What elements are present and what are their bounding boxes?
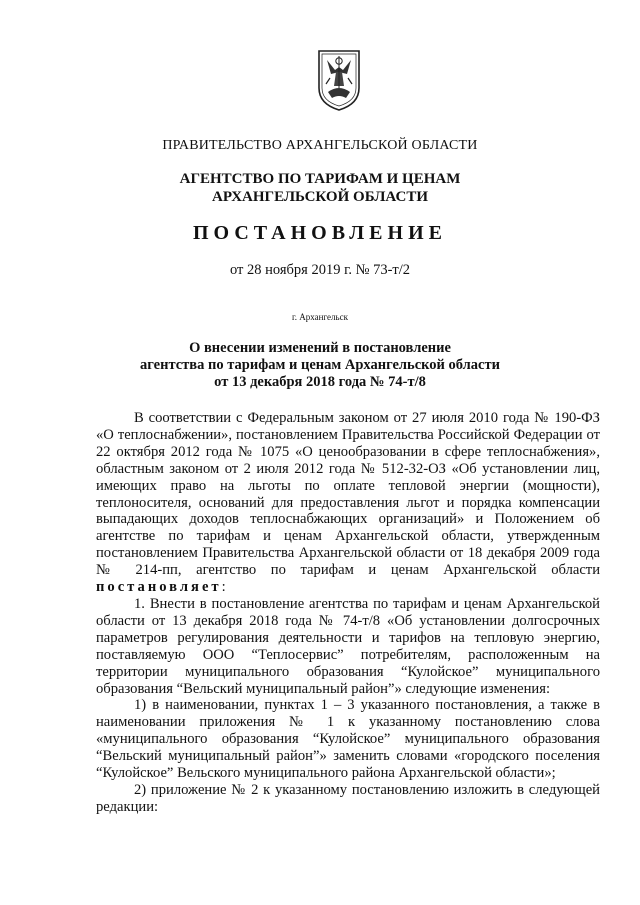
subitem-1-paragraph: 1) в наименовании, пунктах 1 – 3 указанного постановления, а также в наименовании приложения № 1 к указанному постановлению слова «муниципального образования “Кулойское” муниципального образования “Вельский муниципальный район”» заменить словами «городского поселения “Кулойское” Вельского муниципального района Архангельской области»; — [96, 697, 600, 782]
subject-line3: от 13 декабря 2018 года № 74-т/8 — [214, 374, 426, 390]
resolves-keyword: постановляет — [96, 579, 222, 596]
document-city: г. Архангельск — [292, 312, 348, 322]
subitem-2-paragraph: 2) приложение № 2 к указанному постановлению изложить в следующей редакции: — [96, 781, 600, 815]
agency-name-line2: АРХАНГЕЛЬСКОЙ ОБЛАСТИ — [212, 189, 428, 205]
coat-of-arms-icon — [316, 48, 362, 112]
preamble-paragraph — [96, 410, 600, 596]
subject-line2: агентства по тарифам и ценам Архангельской области — [140, 357, 500, 373]
subject-line1: О внесении изменений в постановление — [189, 340, 451, 356]
agency-name — [0, 170, 640, 206]
preamble-end: : — [221, 579, 226, 596]
document-date-number: от 28 ноября 2019 г. № 73-т/2 — [229, 262, 411, 278]
agency-name-line1: АГЕНТСТВО ПО ТАРИФАМ И ЦЕНАМ — [179, 171, 461, 187]
preamble-text: В соответствии с Федеральным законом от 27 июля 2010 года № 190-ФЗ «О теплоснабжении», постановлением Правительства Российской Федерации от 22 октября 2012 года № 1075 «О ценообразовании в сфере теплоснабжения», областным законом от 2 июля 2012 года № 512-32-ОЗ «Об установлении лиц, имеющих право на льготы по оплате тепловой энергии (мощности), теплоносителя, оснований для предоставления льгот и порядка компенсации выпадающих доходов теплоснабжающих организаций» и Положением об агентстве по тарифам и ценам Архангельской области, утвержденным постановлением Правительства Архангельской области от 18 декабря 2009 года № 214-пп, агентство по тарифам и ценам Архангельской области — [96, 410, 600, 579]
item-1-paragraph: 1. Внести в постановление агентства по тарифам и ценам Архангельской области от 13 декабря 2018 года № 74-т/8 «Об установлении долгосрочных параметров регулирования деятельности и тарифов на тепловую энергию, поставляемую ООО “Теплосервис” потребителям, расположенным на территории муниципального образования “Кулойское” муниципального образования “Вельский муниципальный район”» следующие изменения: — [96, 595, 600, 697]
document-type: ПОСТАНОВЛЕНИЕ — [193, 222, 447, 244]
government-name: ПРАВИТЕЛЬСТВО АРХАНГЕЛЬСКОЙ ОБЛАСТИ — [162, 138, 478, 153]
document-subject — [0, 340, 640, 391]
document-body — [96, 410, 600, 816]
